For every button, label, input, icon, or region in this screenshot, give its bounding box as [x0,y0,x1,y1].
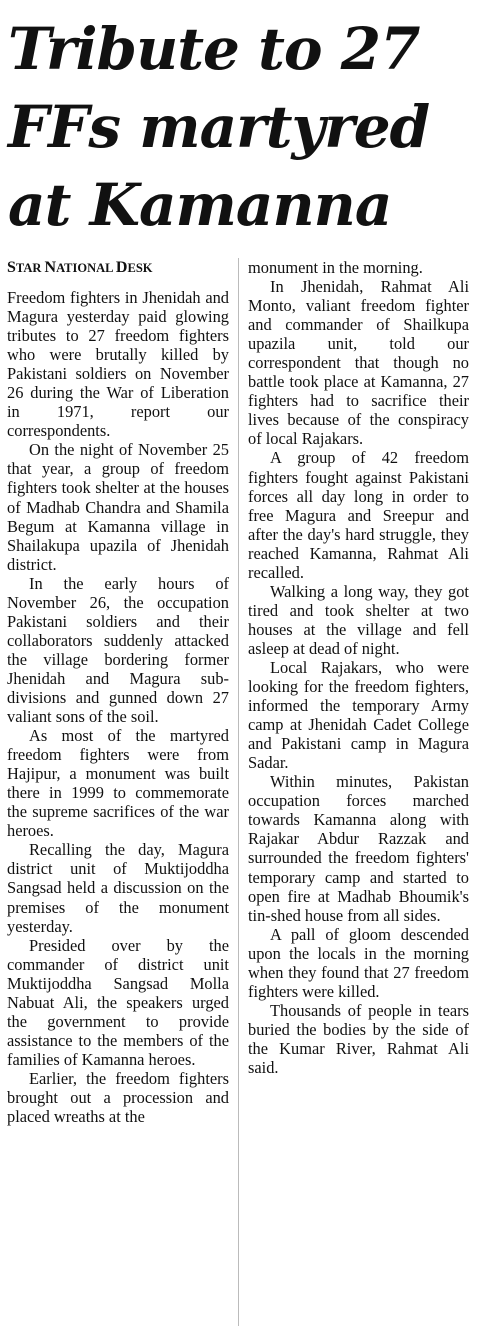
headline-line-1: Tribute to 27 [8,15,420,83]
paragraph: Within minutes, Pakistan occupation forces marched towards Kamanna along with Rajakar Abdur Razzak and surrounded the freedom fighters' temporary camp and started to open fire at Madhab Bhoumik's tin-shed house from all sides. [248,772,469,925]
byline-part: ESK [127,261,153,275]
paragraph: As most of the martyred freedom fighters were from Hajipur, a monument was built there in 1999 to commemorate the supreme sacrifices of the war heroes. [7,726,229,841]
paragraph: A group of 42 freedom fighters fought against Pakistani forces all day long in order to free Magura and Sreepur and after the day's hard struggle, they reached Kamanna, Rahmat Ali recalled. [248,448,469,582]
byline-part: TAR [15,261,45,275]
byline-part: S [7,259,16,276]
paragraph: Presided over by the commander of district unit Muktijoddha Sangsad Molla Nabuat Ali, the speakers urged the government to provide assistance to the members of the families of Kamanna heroes. [7,935,229,1069]
paragraph: On the night of November 25 that year, a group of freedom fighters took shelter at the houses of Madhab Chandra and Shamila Begum at Kamanna village in Shailakupa upazila of Jhenidah district. [7,440,229,574]
paragraph: Earlier, the freedom fighters brought out a procession and placed wreaths at the [7,1068,229,1127]
paragraph: Thousands of people in tears buried the bodies by the side of the Kumar River, Rahmat Ali said. [248,1000,469,1077]
byline [7,258,229,278]
headline-line-3: at Kamanna [8,171,392,239]
paragraph: Walking a long way, they got tired and took shelter at two houses at the village and fell asleep at dead of night. [248,581,469,658]
byline-part: ATIONAL [56,261,116,275]
byline-part: D [115,259,128,276]
byline-part: N [44,259,57,276]
paragraph: Freedom fighters in Jhenidah and Magura yesterday paid glowing tributes to 27 freedom fighters who were brutally killed by Pakistani soldiers on November 26 during the War of Liberation in 1971, report our correspondents. [7,288,229,441]
left-column [7,258,229,1126]
paragraph: Recalling the day, Magura district unit of Muktijoddha Sangsad held a discussion on the premises of the monument yesterday. [7,840,229,936]
headline-line-2: FFs martyred [8,93,430,161]
headline [8,10,473,244]
right-column [248,258,469,1077]
paragraph: Local Rajakars, who were looking for the freedom fighters, informed the temporary Army camp at Jhenidah Cadet College and Pakistani camp in Magura Sadar. [248,657,469,773]
column-divider [238,258,239,1326]
paragraph: In the early hours of November 26, the occupation Pakistani soldiers and their collaborators suddenly attacked the village bordering former Jhenidah and Magura sub-divisions and gunned down 27 valiant sons of the soil. [7,573,229,727]
paragraph: monument in the morning. [248,258,423,277]
paragraph: A pall of gloom descended upon the locals in the morning when they found that 27 freedom fighters were killed. [248,924,469,1001]
paragraph: In Jhenidah, Rahmat Ali Monto, valiant freedom fighter and commander of Shailkupa upazila unit, told our correspondent that though no battle took place at Kamanna, 27 fighters had to sacrifice their lives because of the conspiracy of local Rajakars. [248,277,469,449]
